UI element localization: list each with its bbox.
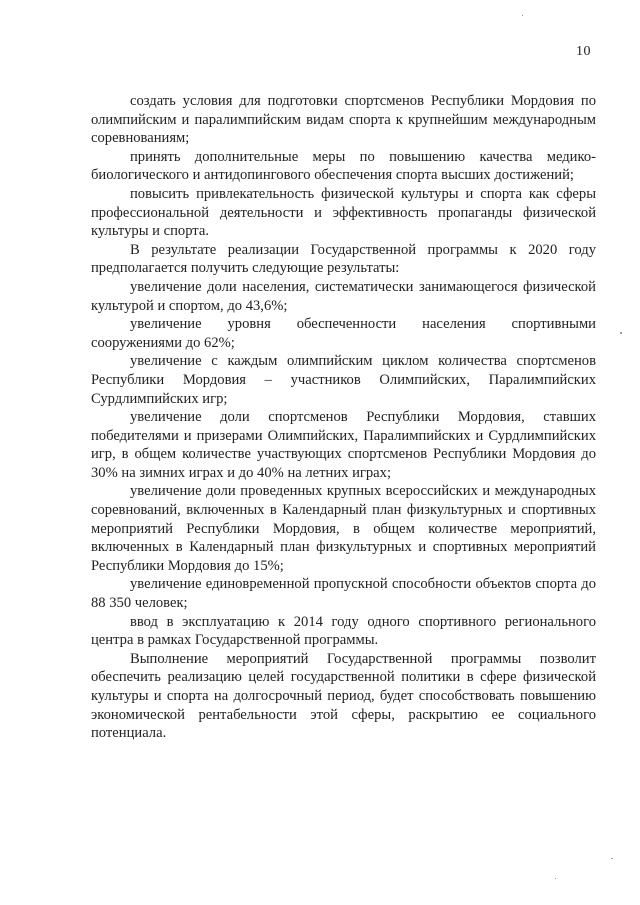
paragraph: ввод в эксплуатацию к 2014 году одного спортивного регионального центра в рамках Государственной программы. [91, 613, 596, 649]
scan-speck [522, 15, 523, 16]
paragraph: увеличение доли спортсменов Республики Мордовия, ставших победителями и призерами Олимпийских, Паралимпийских и Сурдлимпийских игр, в общем количестве участвующих спортсменов Республики Мордовия до 30% на зимних играх и до 40% на летних играх; [91, 409, 596, 481]
paragraph: Выполнение мероприятий Государственной программы позволит обеспечить реализацию целей государственной политики в сфере физической культуры и спорта на долгосрочный период, будет способствовать повышению экономической рентабельности этой сферы, раскрытию ее социального потенциала. [91, 650, 596, 742]
paragraph: увеличение с каждым олимпийским циклом количества спортсменов Республики Мордовия – участников Олимпийских, Паралимпийских Сурдлимпийских игр; [91, 353, 596, 407]
paragraph: В результате реализации Государственной программы к 2020 году предполагается получить следующие результаты: [91, 241, 596, 277]
scan-speck [620, 332, 622, 334]
paragraph: создать условия для подготовки спортсменов Республики Мордовия по олимпийским и паралимпийским видам спорта к крупнейшим международным соревнованиям; [91, 93, 596, 147]
paragraph: увеличение уровня обеспеченности населения спортивными сооружениями до 62%; [91, 316, 596, 351]
scan-speck [611, 858, 613, 859]
scan-speck [555, 878, 556, 879]
paragraph: увеличение единовременной пропускной способности объектов спорта до 88 350 человек; [91, 576, 596, 612]
page-number: 10 [576, 44, 591, 59]
paragraph: увеличение доли проведенных крупных всероссийских и международных соревнований, включенных в Календарный план физкультурных и спортивных мероприятий Республики Мордовия, в общем количестве мероприятий, включенных в Календарный план физкультурных и спортивных мероприятий Республики Мордовия до 15%; [91, 483, 596, 574]
paragraph: принять дополнительные меры по повышению качества медико-биологического и антидопингового обеспечения спорта высших достижений; [91, 148, 596, 184]
paragraph: увеличение доли населения, систематически занимающегося физической культурой и спортом, до 43,6%; [91, 278, 596, 314]
document-body [91, 92, 596, 743]
paragraph: повысить привлекательность физической культуры и спорта как сферы профессиональной деятельности и эффективность пропаганды физической культуры и спорта. [91, 185, 596, 240]
